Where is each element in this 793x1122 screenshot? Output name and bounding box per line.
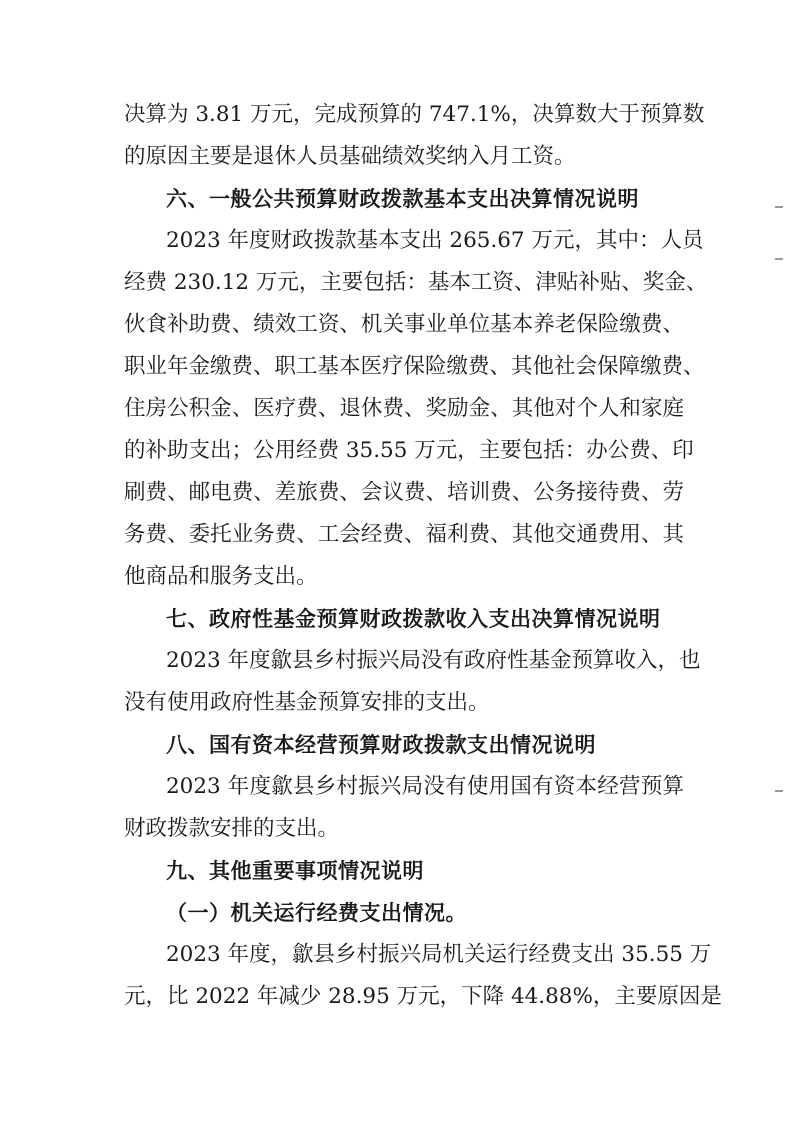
body-text-line: 2023 年度歙县乡村振兴局没有使用国有资本经营预算: [166, 774, 684, 799]
body-text-line: 2023 年度歙县乡村振兴局没有政府性基金预算收入，也: [166, 648, 701, 673]
scan-margin-mark: [775, 258, 783, 260]
body-text-line: 决算为 3.81 万元，完成预算的 747.1%，决算数大于预算数: [124, 102, 705, 127]
body-text-line: 元，比 2022 年减少 28.95 万元，下降 44.88%，主要原因是: [124, 984, 722, 1009]
section-heading-6: 六、一般公共预算财政拨款基本支出决算情况说明: [166, 187, 639, 211]
body-text-line: 没有使用政府性基金预算安排的支出。: [124, 690, 490, 715]
subsection-heading-1: （一）机关运行经费支出情况。: [166, 901, 467, 925]
body-text-line: 财政拨款安排的支出。: [124, 816, 340, 841]
body-text-line: 他商品和服务支出。: [124, 564, 318, 589]
body-text-line: 职业年金缴费、职工基本医疗保险缴费、其他社会保障缴费、: [124, 354, 705, 379]
body-text-line: 务费、委托业务费、工会经费、福利费、其他交通费用、其: [124, 522, 684, 547]
scan-margin-mark: [775, 790, 783, 792]
section-heading-9: 九、其他重要事项情况说明: [166, 859, 424, 883]
body-text-line: 的原因主要是退休人员基础绩效奖纳入月工资。: [124, 144, 576, 169]
section-heading-7: 七、政府性基金预算财政拨款收入支出决算情况说明: [166, 607, 661, 631]
body-text-line: 伙食补助费、绩效工资、机关事业单位基本养老保险缴费、: [124, 312, 684, 337]
section-heading-8: 八、国有资本经营预算财政拨款支出情况说明: [166, 733, 596, 757]
body-text-line: 经费 230.12 万元，主要包括：基本工资、津贴补贴、奖金、: [124, 270, 708, 295]
scan-margin-mark: [775, 206, 783, 208]
body-text-line: 刷费、邮电费、差旅费、会议费、培训费、公务接待费、劳: [124, 480, 684, 505]
body-text-line: 2023 年度，歙县乡村振兴局机关运行经费支出 35.55 万: [166, 942, 712, 967]
body-text-line: 2023 年度财政拨款基本支出 265.67 万元，其中：人员: [166, 228, 704, 253]
body-text-line: 的补助支出；公用经费 35.55 万元，主要包括：办公费、印: [124, 438, 694, 463]
body-text-line: 住房公积金、医疗费、退休费、奖励金、其他对个人和家庭: [124, 396, 684, 421]
